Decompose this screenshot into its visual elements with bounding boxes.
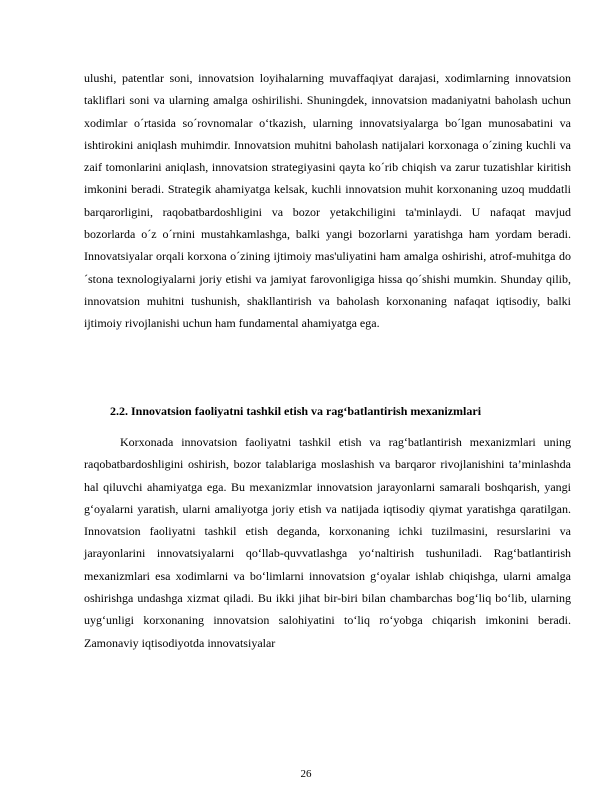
page-number: 26 [300,768,312,780]
body-paragraph-continuation: ulushi, patentlar soni, innovatsion loyihalarning muvaffaqiyat darajasi, xodimlarning innovatsion takliflari soni va ularning amalga oshirilishi. Shuningdek, innovatsion madaniyatni baholash uchun xodimlar o´rtasida so´rovnomalar o‘tkazish, ularning innovatsiyalarga bo´lgan munosabatini va ishtirokini aniqlash muhimdir. Innovatsion muhitni baholash natijalari korxonaga o´zining kuchli va zaif tomonlarini aniqlash, innovatsion strategiyasini qayta ko´rib chiqish va zarur tuzatishlar kiritish imkonini beradi. Strategik ahamiyatga kelsak, kuchli innovatsion muhit korxonaning uzoq muddatli barqarorligini, raqobatbardoshligini va bozor yetakchiligini ta'minlaydi. U nafaqat mavjud bozorlarda o´z o´rnini mustahkamlashga, balki yangi bozorlarni yaratishga ham yordam beradi. Innovatsiyalar orqali korxona o´zining ijtimoiy mas'uliyatini ham amalga oshirishi, atrof-muhitga do´stona texnologiyalarni joriy etishi va jamiyat farovonligiga hissa qo´shishi mumkin. Shunday qilib, innovatsion muhitni tushunish, shakllantirish va baholash korxonaning nafaqat iqtisodiy, balki ijtimoiy rivojlanishi uchun ham fundamental ahamiyatga ega. [84,71,571,331]
section-heading: 2.2. Innovatsion faoliyatni tashkil etish va rag‘batlantirish mexanizmlari [110,404,482,418]
body-paragraph: Korxonada innovatsion faoliyatni tashkil etish va rag‘batlantirish mexanizmlari uning raqobatbardoshligini oshirish, bozor talablariga moslashish va barqaror rivojlanishini ta’minlashda hal qiluvchi ahamiyatga ega. Bu mexanizmlar innovatsion jarayonlarni samarali boshqarish, yangi g‘oyalarni yaratish, ularni amaliyotga joriy etish va natijada iqtisodiy qiymat yaratishga qaratilgan. Innovatsion faoliyatni tashkil etish deganda, korxonaning ichki tuzilmasini, resurslarini va jarayonlarini innovatsiyalarni qo‘llab-quvvatlashga yo‘naltirish tushuniladi. Rag‘batlantirish mexanizmlari esa xodimlarni va bo‘limlarni innovatsion g‘oyalar ishlab chiqishga, ularni amalga oshirishga undashga xizmat qiladi. Bu ikki jihat bir-biri bilan chambarchas bog‘liq bo‘lib, ularning uyg‘unligi korxonaning innovatsion salohiyatini to‘liq ro‘yobga chiqarish imkonini beradi. Zamonaviy iqtisodiyotda innovatsiyalar [84,435,571,650]
